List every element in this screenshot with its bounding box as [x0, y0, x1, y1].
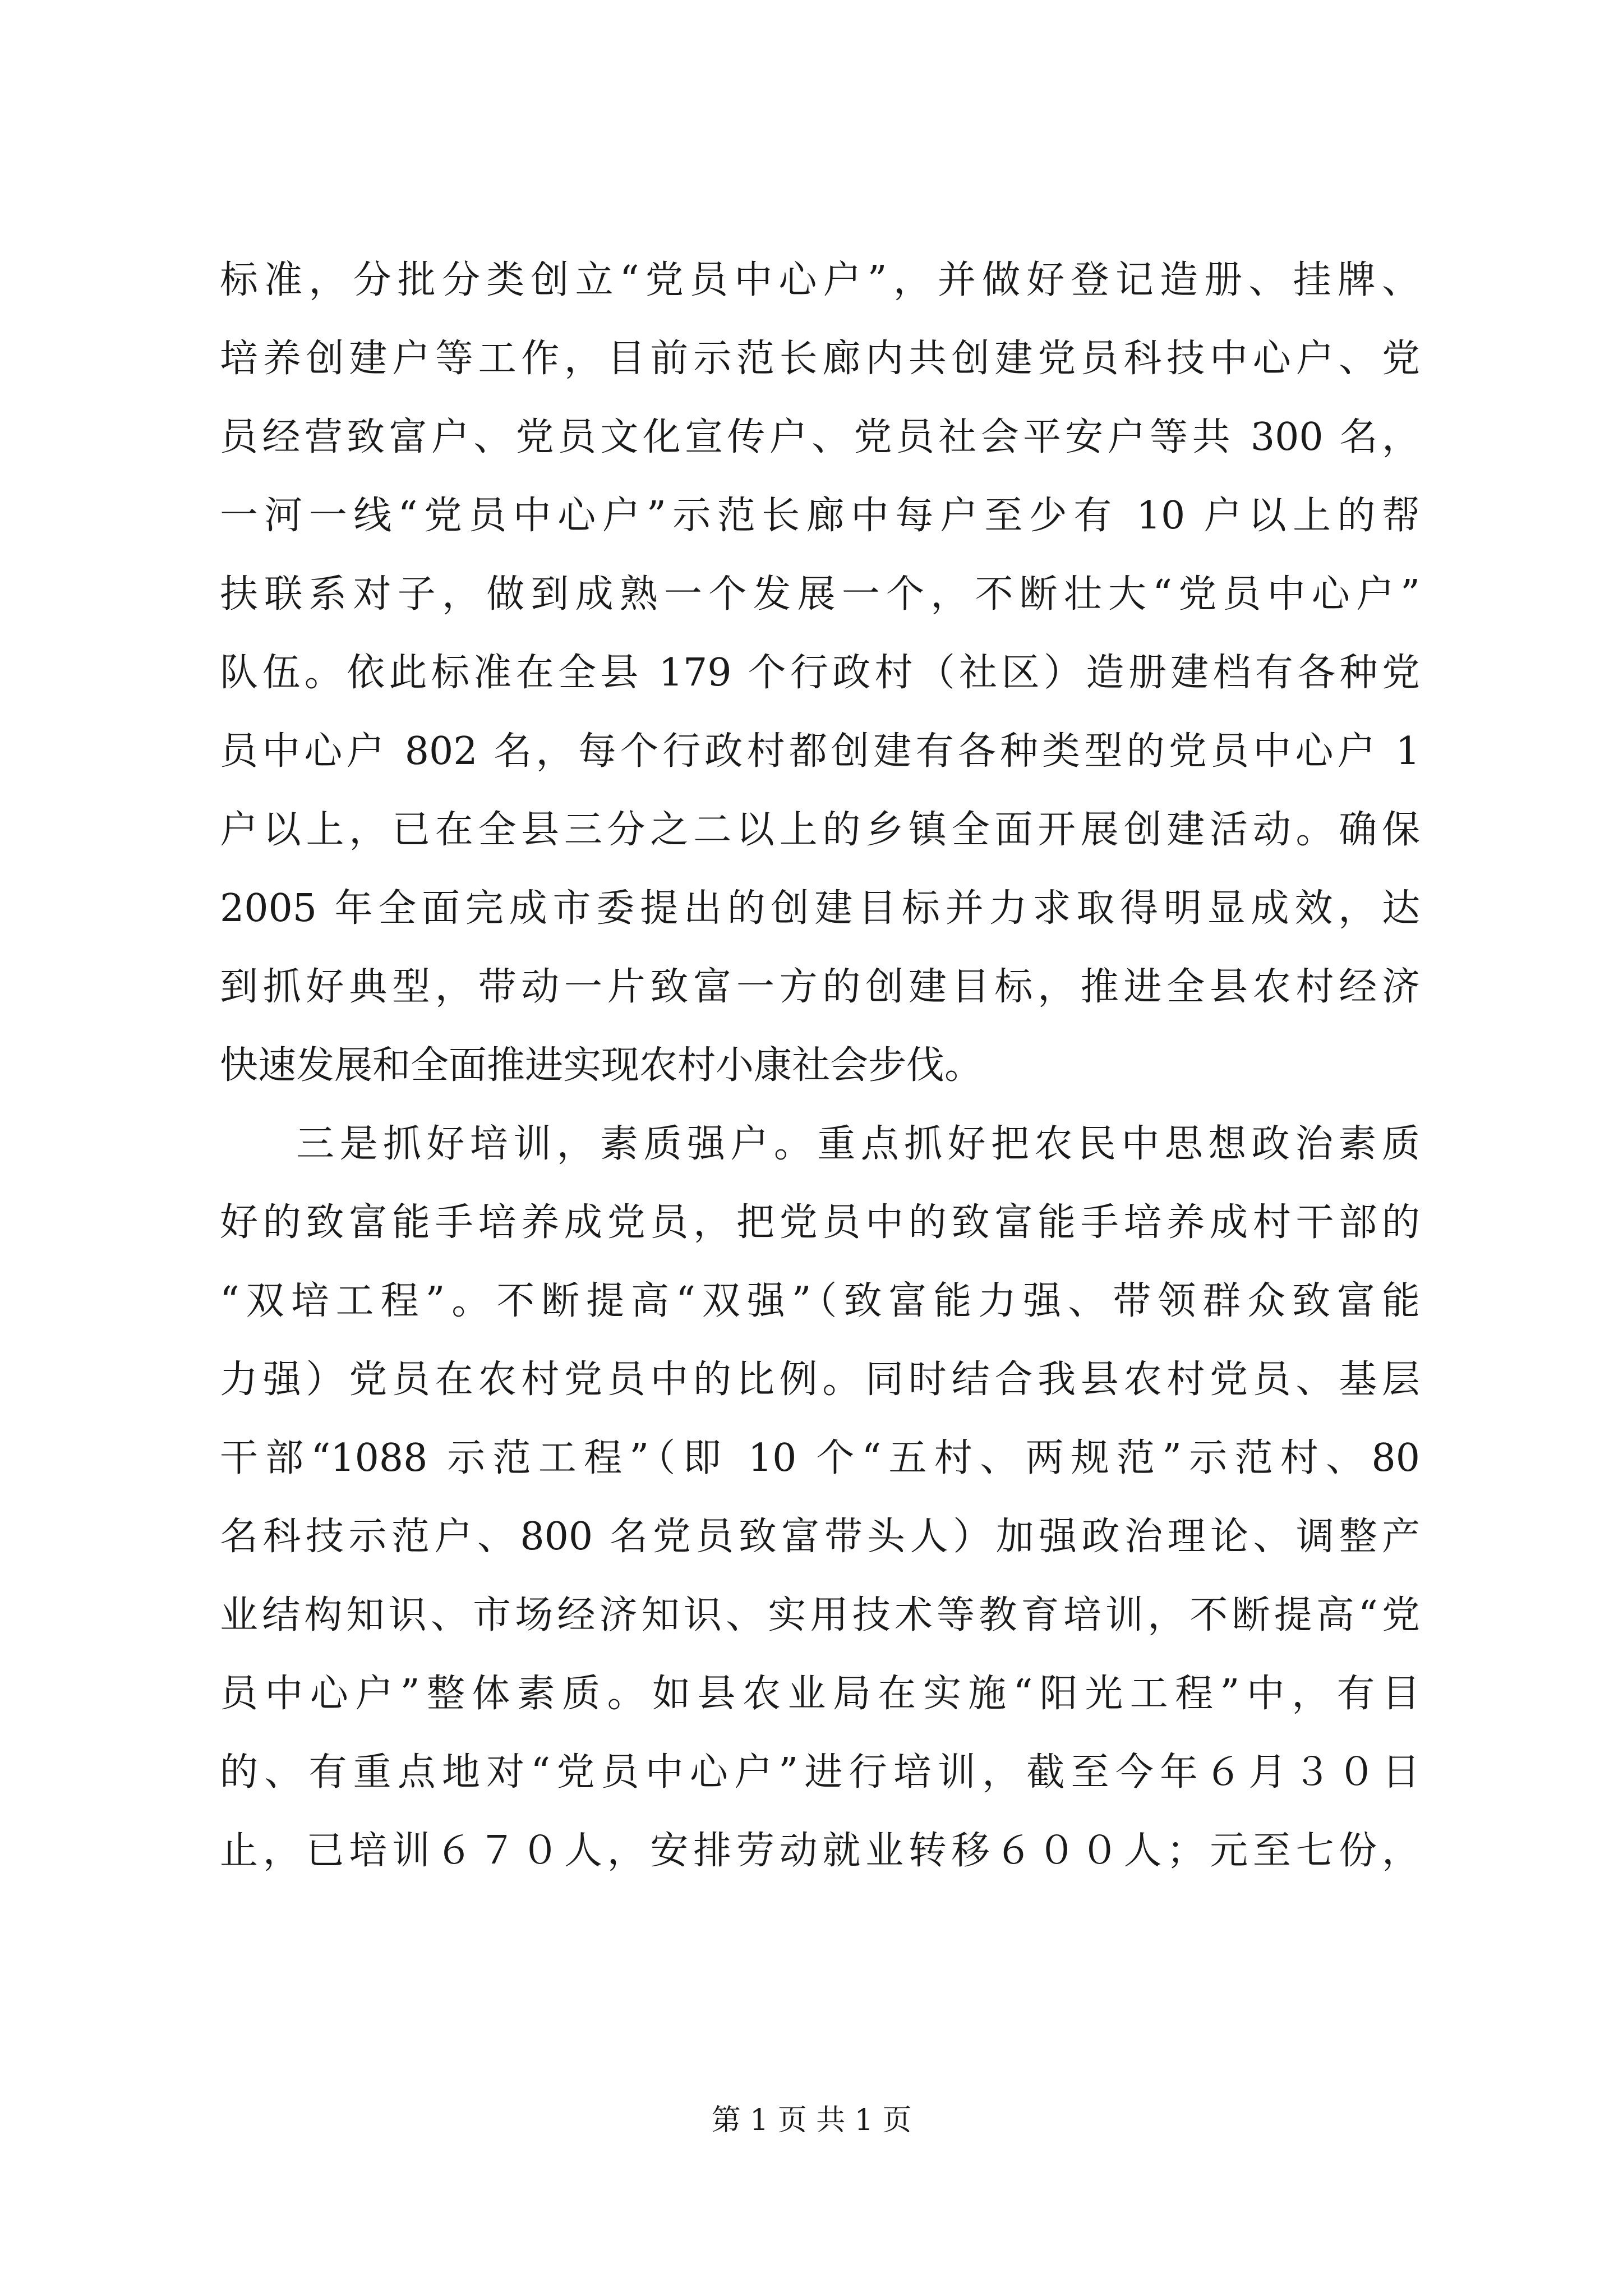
text-line: 好的致富能手培养成党员，把党员中的致富能手培养成村干部的	[220, 1200, 1420, 1245]
text-line: 的、有重点地对“党员中心户”进行培训，截至今年６月３０日	[220, 1750, 1420, 1795]
page-footer	[0, 2098, 1623, 2143]
text-line: 队伍。依此标准在全县 179 个行政村（社区）造册建档有各种党	[220, 651, 1420, 695]
text-line: 到抓好典型，带动一片致富一方的创建目标，推进全县农村经济	[220, 965, 1420, 1009]
text-line: 培养创建户等工作，目前示范长廊内共创建党员科技中心户、党	[220, 337, 1420, 381]
paragraph	[220, 1105, 1420, 1890]
text-line: 止，已培训６７０人，安排劳动就业转移６００人；元至七份，	[220, 1829, 1420, 1873]
text-line: 2005 年全面完成市委提出的创建目标并力求取得明显成效，达	[220, 886, 1420, 931]
page-number-label: 第 1 页 共 1 页	[711, 2104, 912, 2137]
document-body	[220, 241, 1420, 1890]
text-line: 干部“1088 示范工程”（即 10 个“五村、两规范”示范村、80	[220, 1436, 1420, 1480]
text-line: 力强）党员在农村党员中的比例。同时结合我县农村党员、基层	[220, 1358, 1420, 1402]
text-line: 三是抓好培训，素质强户。重点抓好把农民中思想政治素质	[296, 1122, 1420, 1166]
text-line: 标准，分批分类创立“党员中心户”，并做好登记造册、挂牌、	[220, 258, 1420, 302]
text-line: 扶联系对子，做到成熟一个发展一个，不断壮大“党员中心户”	[220, 572, 1420, 616]
text-line: 户以上，已在全县三分之二以上的乡镇全面开展创建活动。确保	[220, 808, 1420, 852]
text-line: “双培工程”。不断提高“双强”（致富能力强、带领群众致富能	[220, 1279, 1420, 1323]
text-line: 一河一线“党员中心户”示范长廊中每户至少有 10 户以上的帮	[220, 494, 1420, 538]
text-line: 员中心户 802 名，每个行政村都创建有各种类型的党员中心户 1	[220, 729, 1420, 774]
paragraph	[220, 241, 1420, 1105]
text-line: 员经营致富户、党员文化宣传户、党员社会平安户等共 300 名，	[220, 415, 1420, 459]
text-line: 员中心户”整体素质。如县农业局在实施“阳光工程”中，有目	[220, 1672, 1420, 1716]
text-line: 快速发展和全面推进实现农村小康社会步伐。	[220, 1043, 983, 1088]
text-line: 业结构知识、市场经济知识、实用技术等教育培训，不断提高“党	[220, 1593, 1420, 1637]
text-line: 名科技示范户、800 名党员致富带头人）加强政治理论、调整产	[220, 1515, 1420, 1559]
